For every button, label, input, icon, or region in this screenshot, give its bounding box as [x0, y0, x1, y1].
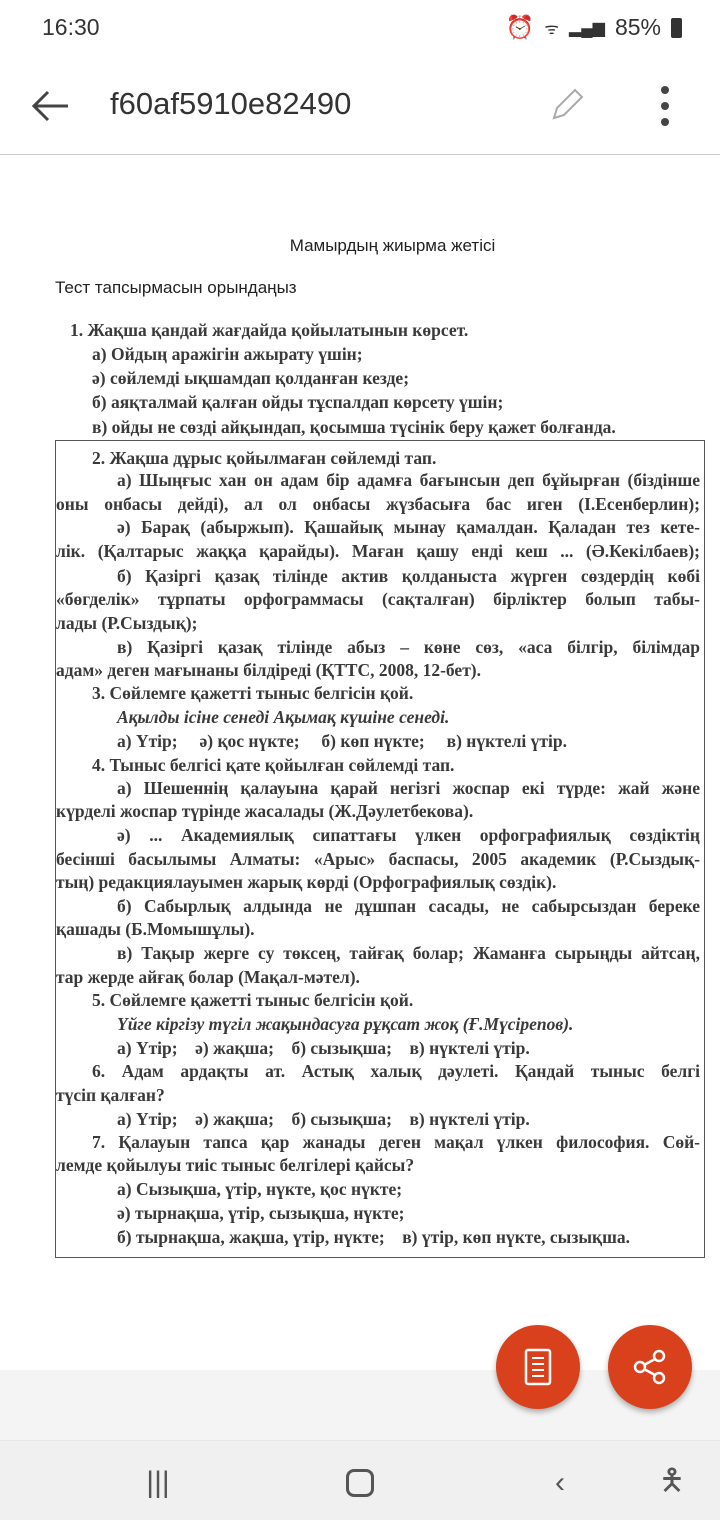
document-title: Мамырдың жиырма жетісі — [289, 236, 496, 255]
battery-level: 85% — [614, 14, 661, 40]
document-text-line: ә) сөйлемді ықшамдап қолданған кезде; — [92, 368, 410, 388]
wifi-icon: ᯤ — [544, 20, 559, 38]
alarm-icon: ⏰ — [505, 14, 535, 40]
document-text-line: лемде қойылуы тиіс тыныс белгілері қайсы? — [56, 1155, 415, 1175]
document-text-line: Үйге кіргізу түгіл жақындасуға рұқсат жоқ (Ғ.Мүсірепов). — [117, 1014, 574, 1034]
battery-icon — [671, 18, 682, 38]
app-bar — [0, 56, 720, 155]
document-text-line: қашады (Б.Момышұлы). — [56, 919, 255, 939]
share-fab-button[interactable] — [608, 1325, 692, 1409]
document-text-line: 1. Жақша қандай жағдайда қойылатынын көрсет. — [70, 320, 469, 340]
document-text-line: б) Қазіргі қазақ тілінде актив қолданыста жүрген сөздердің көбі — [117, 566, 700, 586]
document-text-line: 2. Жақша дұрыс қойылмаған сөйлемді тап. — [92, 448, 437, 468]
document-text-line: тың) редакциялауымен жарық көрді (Орфографиялық сөздік). — [56, 872, 557, 892]
document-text-line: а) Шыңғыс хан он адам бір адамға бағынсын деп бұйырған (біздінше — [117, 470, 700, 490]
recent-apps-icon[interactable]: ||| — [146, 1466, 170, 1499]
document-text-line: б) тырнақша, жақша, үтір, нүкте; в) үтір, көп нүкте, сызықша. — [117, 1227, 631, 1247]
document-text-line: адам» деген мағынаны білдіреді (ҚТТС, 2008, 12-бет). — [56, 660, 481, 680]
signal-icon: ▂▄▆ — [569, 19, 605, 37]
document-text-line: Ақылды ісіне сенеді Ақымақ күшіне сенеді. — [117, 707, 450, 727]
document-text-line: бесінші басылымы Алматы: «Арыс» баспасы, 2005 академик (Р.Сыздық- — [56, 849, 700, 869]
document-text-line: 3. Сөйлемге қажетті тыныс белгісін қой. — [92, 683, 414, 703]
document-text-line: б) Сабырлық алдында не дұшпан сасады, не сабырсыздан береке — [117, 896, 700, 916]
document-text-line: а) Сызықша, үтір, нүкте, қос нүкте; — [117, 1179, 403, 1199]
document-text-line: а) Үтір; ә) қос нүкте; б) көп нүкте; в) нүктелі үтір. — [117, 731, 567, 751]
document-text-line: 6. Адам ардақты ат. Астық халық дәулеті. Қандай тыныс белгі — [92, 1061, 700, 1081]
document-text-line: ә) ... Академиялық сипаттағы үлкен орфографиялық сөздіктің — [117, 825, 700, 845]
status-time: 16:30 — [42, 14, 100, 40]
file-title: f60af5910e82490 — [110, 86, 352, 121]
back-arrow-icon[interactable] — [28, 84, 72, 128]
document-text-line: б) аяқталмай қалған ойды тұспалдап көрсету үшін; — [92, 392, 504, 412]
document-fab-button[interactable] — [496, 1325, 580, 1409]
home-icon[interactable] — [340, 1463, 380, 1503]
document-text-line: а) Үтір; ә) жақша; б) сызықша; в) нүктелі үтір. — [117, 1109, 530, 1129]
document-text-line: оны онбасы дейді), ал ол онбасы жүзбасыға бас иген (І.Есенберлин); — [56, 494, 700, 514]
document-subtitle: Тест тапсырмасын орындаңыз — [55, 278, 297, 297]
document-text-line: ә) Барақ (абыржып). Қашайық мынау қамалдан. Қаладан тез кете- — [117, 517, 700, 537]
document-text-line: түсіп қалған? — [56, 1085, 165, 1105]
document-text-line: 7. Қалауын тапса қар жанады деген мақал үлкен философия. Сөй- — [92, 1132, 700, 1152]
document-text-line: в) ойды не сөзді айқындап, қосымша түсінік беру қажет болғанда. — [92, 417, 616, 437]
document-view — [0, 156, 720, 1370]
share-icon — [630, 1347, 670, 1387]
accessibility-icon[interactable]: 🯅 — [658, 1463, 686, 1497]
system-nav-bar — [0, 1440, 720, 1520]
document-text-line: 5. Сөйлемге қажетті тыныс белгісін қой. — [92, 990, 414, 1010]
document-text-line: в) Қазіргі қазақ тілінде абыз – көне сөз, «аса білгір, білімдар — [117, 637, 700, 657]
document-text-line: лік. (Қалтарыс жаққа қарайды). Маған қашу енді кеш ... (Ә.Кекілбаев); — [56, 541, 700, 561]
document-text-line: в) Тақыр жерге су төксең, тайғақ болар; Жаманға сырыңды айтсаң, — [117, 943, 700, 963]
status-bar — [0, 0, 720, 56]
document-text-line: ә) тырнақша, үтір, сызықша, нүкте; — [117, 1203, 405, 1223]
document-text-line: а) Үтір; ә) жақша; б) сызықша; в) нүктелі үтір. — [117, 1038, 530, 1058]
document-text-line: «бөгделік» тұрпаты орфограммасы (сақталған) бірліктер болып табы- — [56, 589, 700, 609]
document-text-line: тар жерде айғақ болар (Мақал-мәтел). — [56, 967, 360, 987]
pencil-icon[interactable] — [546, 84, 588, 126]
more-options-icon[interactable] — [650, 82, 680, 130]
document-text-line: лады (Р.Сыздық); — [56, 613, 198, 633]
document-icon — [523, 1348, 553, 1386]
document-text-line: а) Ойдың аражігін ажырату үшін; — [92, 344, 363, 364]
document-text-line: 4. Тыныс белгісі қате қойылған сөйлемді тап. — [92, 755, 455, 775]
document-text-line: а) Шешеннің қалауына қарай негізгі жоспар екі түрде: жай және — [117, 778, 700, 798]
document-text-line: күрделі жоспар түрінде жасалады (Ж.Дәулетбекова). — [56, 801, 474, 821]
nav-back-icon[interactable]: ‹ — [555, 1466, 565, 1499]
